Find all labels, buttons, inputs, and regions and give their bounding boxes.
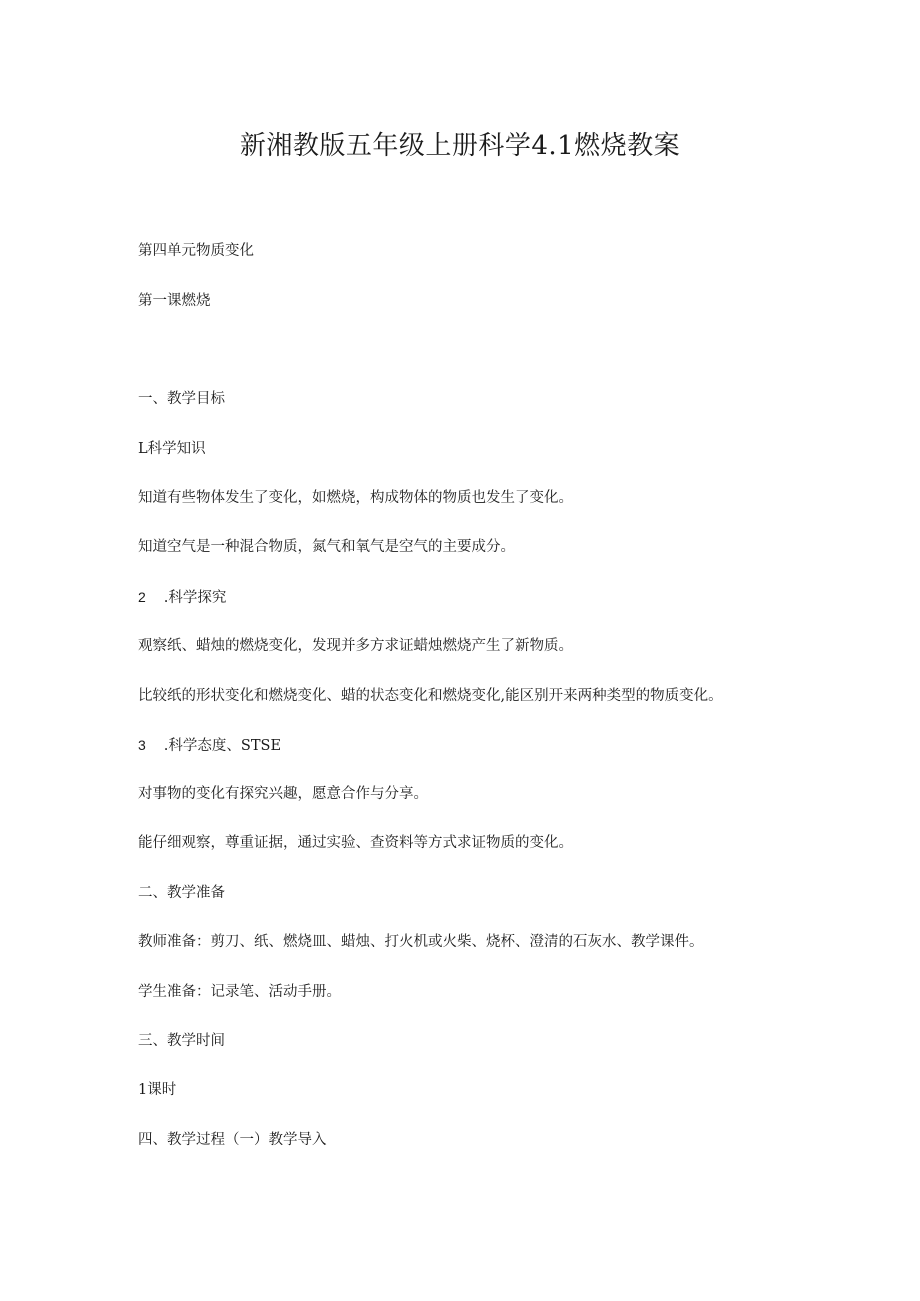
paragraph-student-preparation: 学生准备：记录笔、活动手册。	[138, 984, 341, 1000]
paragraph: 能仔细观察，尊重证据，通过实验、查资料等方式求证物质的变化。	[138, 835, 573, 851]
paragraph: 知道有些物体发生了变化，如燃烧，构成物体的物质也发生了变化。	[138, 490, 573, 506]
subheading-number: 2	[138, 589, 146, 605]
subheading-label: .科学态度、STSE	[163, 738, 282, 754]
unit-line: 第四单元物质变化	[138, 243, 254, 259]
paragraph: 比较纸的形状变化和燃烧变化、蜡的状态变化和燃烧变化,能区别开来两种类型的物质变化。	[138, 688, 723, 704]
document-title: 新湘教版五年级上册科学4.1燃烧教案	[239, 131, 681, 161]
section-heading-preparation: 二、教学准备	[138, 885, 225, 901]
subheading-science-knowledge: L科学知识	[138, 441, 206, 457]
paragraph: 知道空气是一种混合物质，氮气和氧气是空气的主要成分。	[138, 539, 515, 555]
paragraph: 观察纸、蜡烛的燃烧变化，发现并多方求证蜡烛燃烧产生了新物质。	[138, 638, 573, 654]
subheading-science-inquiry	[138, 587, 226, 608]
section-heading-process: 四、教学过程（一）教学导入	[138, 1132, 327, 1148]
paragraph-duration: 1课时	[138, 1082, 177, 1098]
lesson-line: 第一课燃烧	[138, 293, 211, 309]
subheading-science-attitude	[138, 735, 281, 756]
paragraph-teacher-preparation: 教师准备：剪刀、纸、燃烧皿、蜡烛、打火机或火柴、烧杯、澄清的石灰水、教学课件。	[138, 934, 704, 950]
paragraph: 对事物的变化有探究兴趣，愿意合作与分享。	[138, 786, 428, 802]
section-heading-objectives: 一、教学目标	[138, 391, 225, 407]
subheading-number: 3	[138, 737, 146, 753]
subheading-label: .科学探究	[163, 590, 227, 606]
section-heading-time: 三、教学时间	[138, 1033, 225, 1049]
